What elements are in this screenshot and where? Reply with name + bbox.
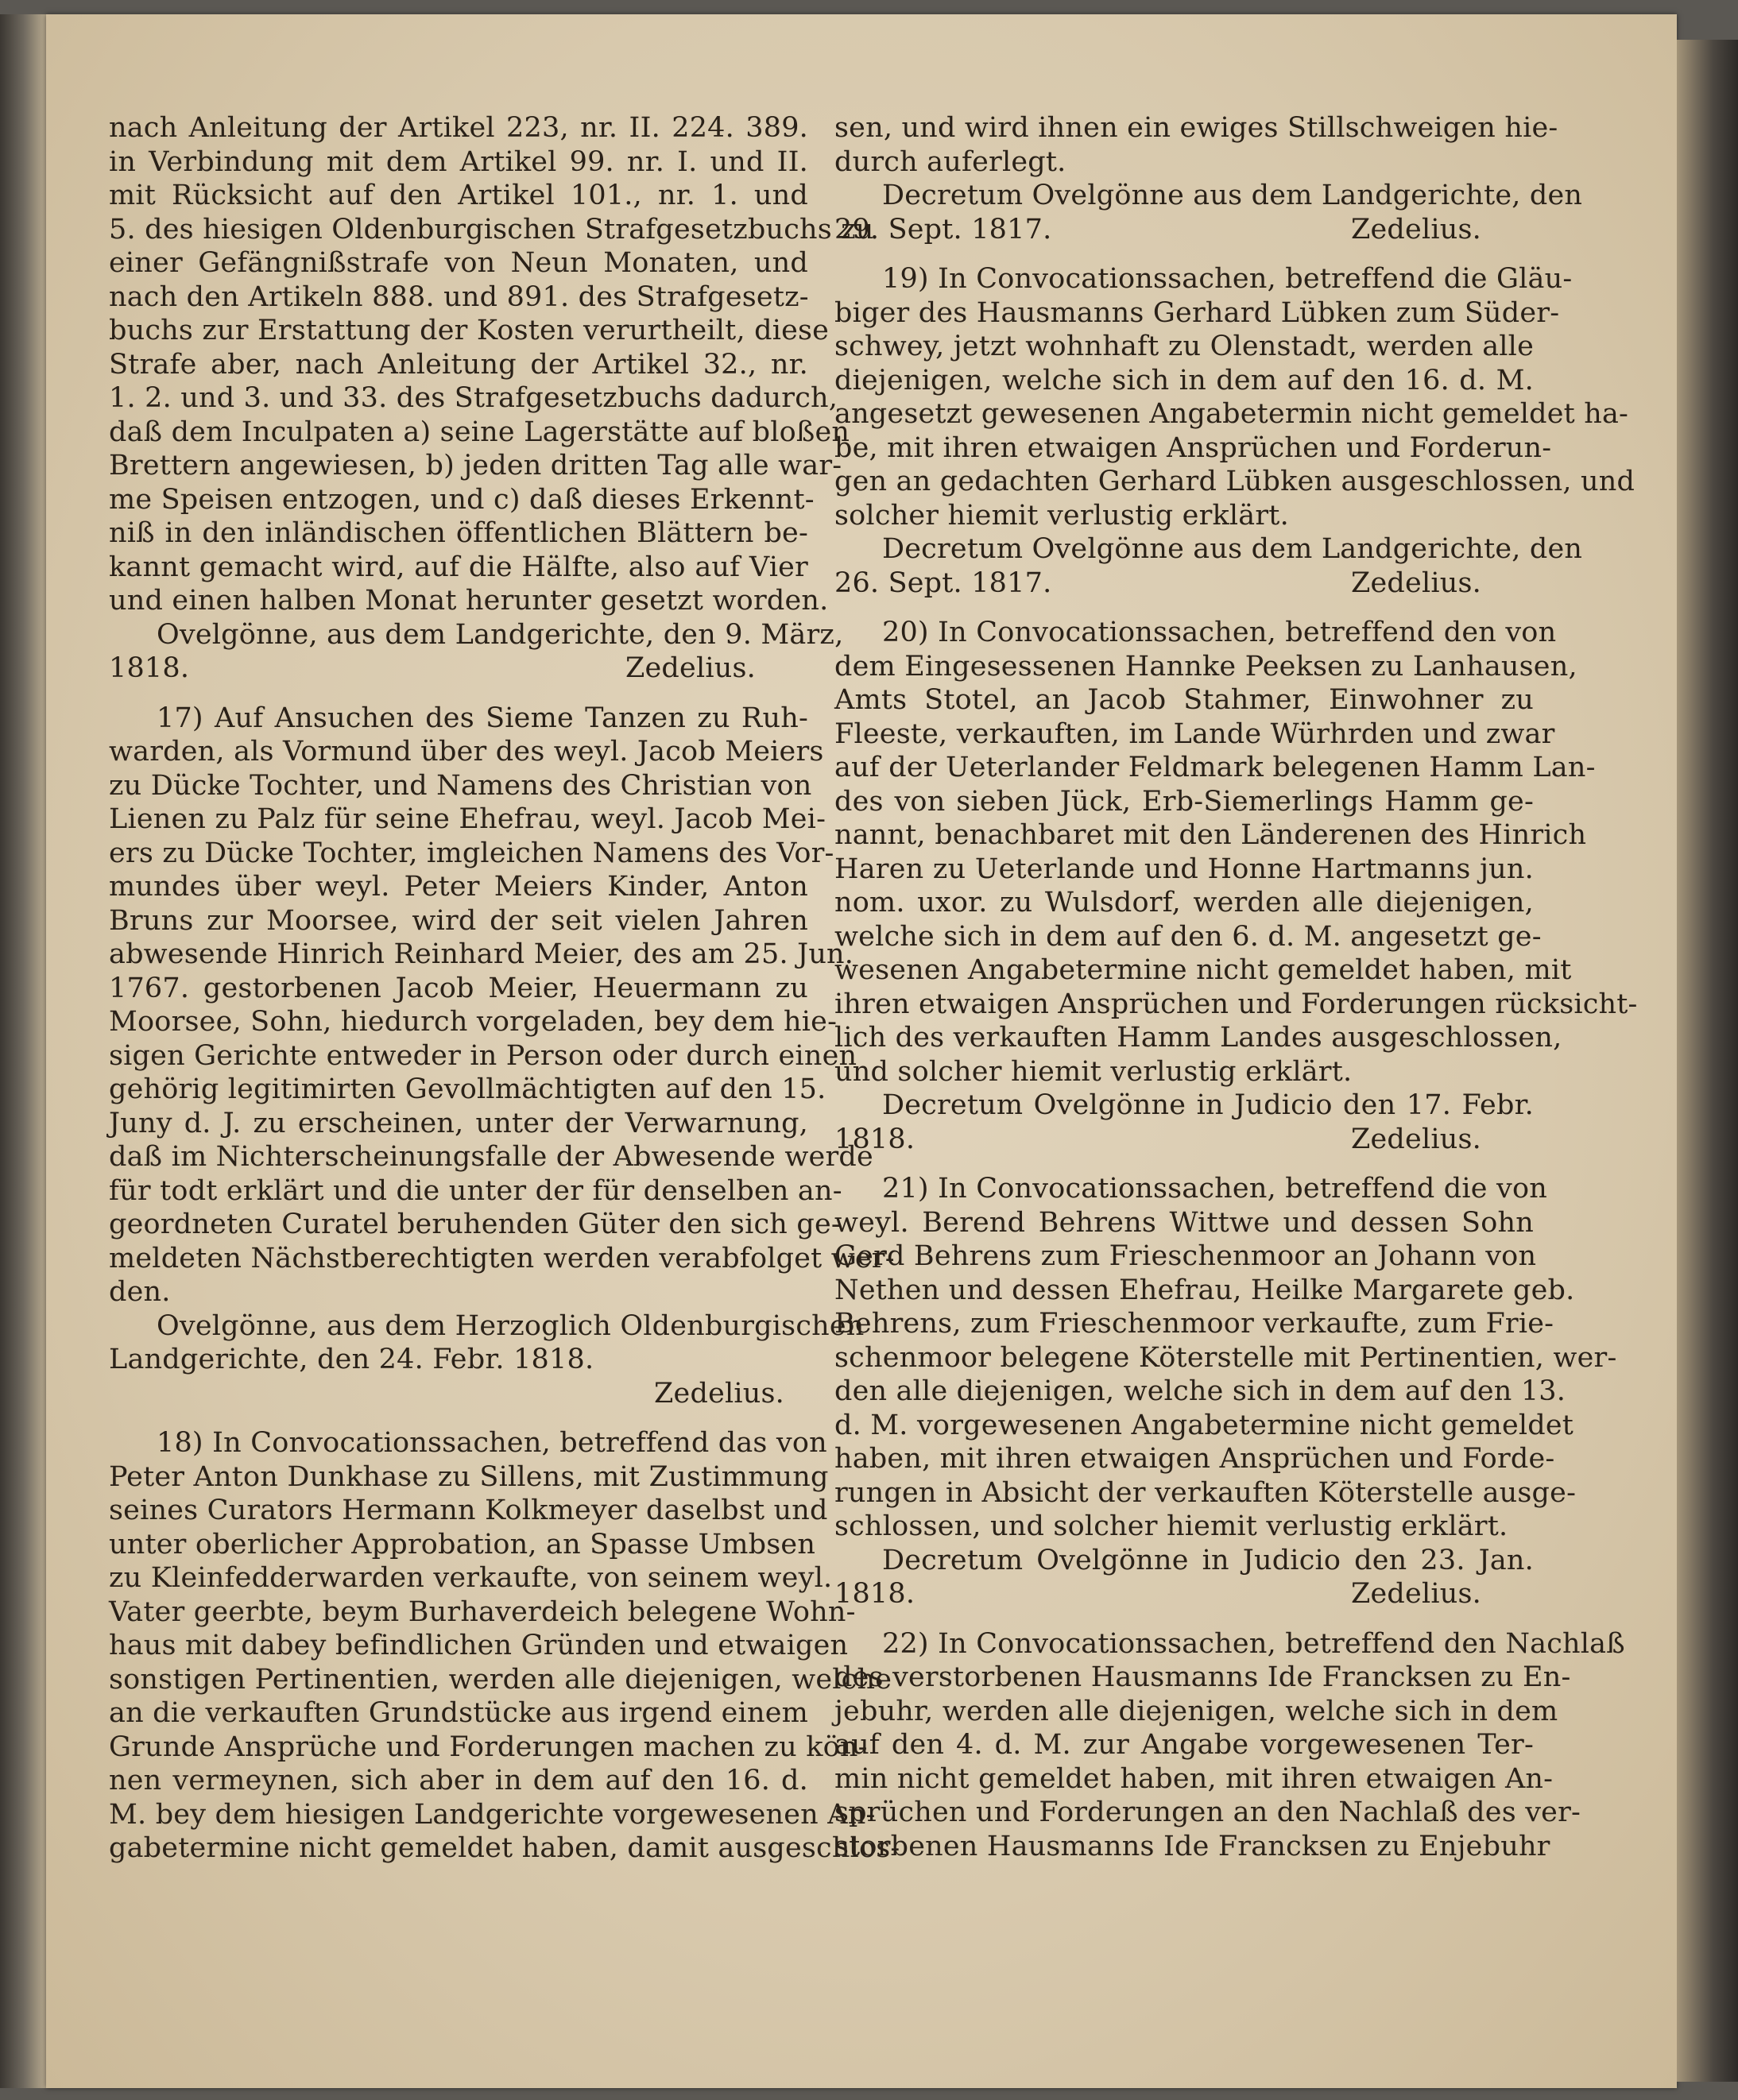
text-line: daß im Nichterscheinungsfalle der Abwesende werde — [109, 1141, 873, 1173]
text-line: nen vermeynen, sich aber in dem auf den 16. d. — [109, 1765, 808, 1796]
text-line: nom. uxor. zu Wulsdorf, werden alle diejenigen, — [834, 887, 1534, 919]
text-line: solcher hiemit verlustig erklärt. — [834, 499, 1289, 532]
text-line: haben, mit ihren etwaigen Ansprüchen und Forde- — [834, 1443, 1555, 1475]
text-line: biger des Hausmanns Gerhard Lübken zum Süder- — [834, 296, 1560, 329]
text-line: Nethen und dessen Ehefrau, Heilke Margarete geb. — [834, 1274, 1575, 1306]
text-line: seines Curators Hermann Kolkmeyer daselbst und — [109, 1495, 828, 1526]
date-text: 1818. — [834, 1578, 915, 1610]
text-line: abwesende Hinrich Reinhard Meier, des am 25. Jun. — [109, 938, 854, 970]
text-line: be, mit ihren etwaigen Ansprüchen und Forderun- — [834, 431, 1552, 464]
text-line: me Speisen entzogen, und c) daß dieses Erkennt- — [109, 483, 815, 516]
text-line: 1767. gestorbenen Jacob Meier, Heuermann zu — [109, 972, 808, 1004]
text-line: Vater geerbte, beym Burhaverdeich belegene Wohn- — [109, 1595, 856, 1628]
text-line: Behrens, zum Frieschenmoor verkaufte, zum Frie- — [834, 1308, 1554, 1340]
place-date-line: Landgerichte, den 24. Febr. 1818. — [109, 1344, 594, 1375]
text-line: gen an gedachten Gerhard Lübken ausgeschlossen, und — [834, 466, 1635, 497]
text-line: des verstorbenen Hausmanns Ide Francksen zu En- — [834, 1661, 1571, 1693]
text-line: zu Dücke Tochter, und Namens des Christian von — [109, 769, 812, 802]
text-line: Haren zu Ueterlande und Honne Hartmanns jun. — [834, 853, 1534, 885]
date-text: 26. Sept. 1817. — [834, 567, 1052, 599]
left-column — [109, 111, 900, 2050]
date-sign-row — [834, 1577, 1534, 1611]
text-line: diejenigen, welche sich in dem auf den 16. d. M. — [834, 364, 1534, 396]
text-line: Strafe aber, nach Anleitung der Artikel 32., nr. — [109, 348, 808, 381]
text-line: storbenen Hausmanns Ide Francksen zu Enjebuhr — [834, 1830, 1550, 1862]
text-line: wesenen Angabetermine nicht gemeldet haben, mit — [834, 954, 1572, 986]
signature-zedelius: Zedelius. — [1351, 567, 1481, 599]
text-line: nannt, benachbaret mit den Länderenen des Hinrich — [834, 819, 1587, 851]
text-line: Juny d. J. zu erscheinen, unter der Verwarnung, — [109, 1107, 808, 1139]
signature-zedelius: Zedelius. — [1351, 213, 1481, 246]
notice-19 — [834, 262, 1635, 600]
text-line: d. M. vorgewesenen Angabetermine nicht gemeldet — [834, 1409, 1574, 1441]
text-line: den alle diejenigen, welche sich in dem auf den 13. — [834, 1375, 1566, 1407]
date-text: 1818. — [109, 652, 190, 684]
book-gutter-left — [0, 14, 46, 2088]
text-line: 17) Auf Ansuchen des Sieme Tanzen zu Ruh- — [157, 702, 808, 734]
text-line: Brettern angewiesen, b) jeden dritten Tag alle war- — [109, 450, 842, 481]
text-line: M. bey dem hiesigen Landgerichte vorgewesenen An- — [109, 1798, 876, 1831]
date-text: 1818. — [834, 1123, 915, 1155]
text-line: gehörig legitimirten Gevollmächtigten auf den 15. — [109, 1073, 826, 1105]
decree-line: Decretum Ovelgönne aus dem Landgerichte, den — [882, 180, 1583, 211]
text-line: und solcher hiemit verlustig erklärt. — [834, 1055, 1353, 1088]
book-edge-right — [1677, 40, 1738, 2082]
text-line: den. — [109, 1276, 171, 1308]
text-line: jebuhr, werden alle diejenigen, welche sich in dem — [834, 1695, 1558, 1727]
text-line: warden, als Vormund über des weyl. Jacob Meiers — [109, 736, 824, 768]
text-line: Gerd Behrens zum Frieschenmoor an Johann von — [834, 1240, 1537, 1272]
paragraph-sentence-end — [109, 111, 874, 686]
text-line: min nicht gemeldet haben, mit ihren etwaigen An- — [834, 1762, 1554, 1795]
text-line: nach Anleitung der Artikel 223, nr. II. 224. 389. — [109, 112, 808, 144]
signature-zedelius: Zedelius. — [1351, 1578, 1481, 1610]
text-line: weyl. Berend Behrens Wittwe und dessen Sohn — [834, 1206, 1534, 1239]
text-line: einer Gefängnißstrafe von Neun Monaten, und — [109, 247, 808, 279]
text-line: mit Rücksicht auf den Artikel 101., nr. 1. und — [109, 180, 808, 211]
text-line: und einen halben Monat herunter gesetzt worden. — [109, 585, 829, 617]
text-line: auf den 4. d. M. zur Angabe vorgewesenen Ter- — [834, 1729, 1534, 1761]
text-line: Fleeste, verkauften, im Lande Würhrden und zwar — [834, 717, 1555, 750]
text-line: meldeten Nächstberechtigten werden verabfolget wer- — [109, 1242, 895, 1274]
text-line: schenmoor belegene Köterstelle mit Pertinentien, wer- — [834, 1341, 1617, 1374]
decree-line: Decretum Ovelgönne in Judicio den 17. Febr. — [882, 1089, 1534, 1121]
text-line: Moorsee, Sohn, hiedurch vorgeladen, bey dem hie- — [109, 1006, 838, 1038]
text-line: ihren etwaigen Ansprüchen und Forderungen rücksicht- — [834, 988, 1638, 1020]
text-line: dem Eingesessenen Hannke Peeksen zu Lanhausen, — [834, 650, 1577, 683]
notice-22 — [834, 1627, 1625, 1864]
text-line: in Verbindung mit dem Artikel 99. nr. I. und II. — [109, 145, 808, 178]
decree-line: Decretum Ovelgönne in Judicio den 23. Jan. — [882, 1544, 1534, 1576]
text-line: unter oberlicher Approbation, an Spasse Umbsen — [109, 1528, 816, 1560]
text-line: des von sieben Jück, Erb-Siemerlings Hamm ge- — [834, 785, 1534, 818]
signature-zedelius: Zedelius. — [1351, 1123, 1481, 1155]
text-line: 20) In Convocationssachen, betreffend den von — [882, 617, 1557, 648]
date-sign-row — [834, 1123, 1534, 1157]
place-date-line: Ovelgönne, aus dem Herzoglich Oldenburgischen — [157, 1309, 865, 1342]
text-line: an die verkauften Grundstücke aus irgend einem — [109, 1697, 808, 1729]
text-line: niß in den inländischen öffentlichen Blättern be- — [109, 517, 808, 549]
notice-20 — [834, 616, 1638, 1156]
text-line: zu Kleinfedderwarden verkaufte, von seinem weyl. — [109, 1562, 833, 1594]
text-line: 1. 2. und 3. und 33. des Strafgesetzbuchs dadurch, — [109, 382, 838, 414]
text-line: daß dem Inculpaten a) seine Lagerstätte auf bloßen — [109, 416, 850, 448]
text-line: 22) In Convocationssachen, betreffend den Nachlaß — [882, 1627, 1625, 1660]
date-sign-row — [834, 213, 1534, 247]
text-line: nach den Artikeln 888. und 891. des Strafgesetz- — [109, 280, 809, 313]
notice-17 — [109, 702, 895, 1411]
text-line: haus mit dabey befindlichen Gründen und etwaigen — [109, 1630, 849, 1661]
text-line: Grunde Ansprüche und Forderungen machen zu kön- — [109, 1731, 868, 1763]
text-line: durch auferlegt. — [834, 145, 1066, 178]
text-line: 19) In Convocationssachen, betreffend die Gläu- — [882, 263, 1573, 295]
text-line: 18) In Convocationssachen, betreffend das von — [157, 1427, 827, 1459]
signature-zedelius: Zedelius. — [625, 652, 756, 684]
text-line: kannt gemacht wird, auf die Hälfte, also auf Vier — [109, 551, 808, 583]
text-line: Bruns zur Moorsee, wird der seit vielen Jahren — [109, 904, 808, 937]
text-line: auf der Ueterlander Feldmark belegenen Hamm Lan- — [834, 752, 1596, 783]
text-line: rungen in Absicht der verkauften Köterstelle ausge- — [834, 1476, 1577, 1509]
text-line: für todt erklärt und die unter der für denselben an- — [109, 1174, 842, 1207]
text-line: sprüchen und Forderungen an den Nachlaß des ver- — [834, 1796, 1581, 1828]
signature-zedelius: Zedelius. — [654, 1377, 784, 1410]
text-line: sen, und wird ihnen ein ewiges Stillschweigen hie- — [834, 112, 1558, 144]
text-line: ers zu Dücke Tochter, imgleichen Namens des Vor- — [109, 837, 834, 869]
text-line: angesetzt gewesenen Angabetermin nicht gemeldet ha- — [834, 398, 1629, 430]
text-line: sonstigen Pertinentien, werden alle diejenigen, welche — [109, 1663, 892, 1696]
place-date-line: Ovelgönne, aus dem Landgerichte, den 9. März, — [157, 618, 844, 651]
right-column — [834, 111, 1638, 2050]
text-line: schwey, jetzt wohnhaft zu Olenstadt, werden alle — [834, 331, 1534, 362]
text-line: welche sich in dem auf den 6. d. M. angesetzt ge- — [834, 920, 1542, 953]
text-line: buchs zur Erstattung der Kosten verurtheilt, diese — [109, 315, 830, 346]
date-text: 29. Sept. 1817. — [834, 213, 1052, 246]
date-sign-row — [109, 652, 808, 686]
text-line: 5. des hiesigen Oldenburgischen Strafgesetzbuchs zu — [109, 213, 874, 246]
text-line: sigen Gerichte entweder in Person oder durch einen — [109, 1039, 857, 1072]
text-line: lich des verkauften Hamm Landes ausgeschlossen, — [834, 1022, 1562, 1054]
text-line: mundes über weyl. Peter Meiers Kinder, Anton — [109, 871, 808, 903]
text-line: gabetermine nicht gemeldet haben, damit ausgeschlos- — [109, 1832, 900, 1864]
text-line: Lienen zu Palz für seine Ehefrau, weyl. Jacob Mei- — [109, 803, 826, 835]
decree-line: Decretum Ovelgönne aus dem Landgerichte, den — [882, 533, 1583, 565]
text-line: Amts Stotel, an Jacob Stahmer, Einwohner zu — [834, 684, 1534, 716]
text-line: schlossen, und solcher hiemit verlustig erklärt. — [834, 1510, 1508, 1542]
notice-21 — [834, 1172, 1617, 1611]
text-line: geordneten Curatel beruhenden Güter den sich ge- — [109, 1209, 841, 1240]
date-sign-row — [834, 567, 1534, 601]
text-line: 21) In Convocationssachen, betreffend die von — [882, 1173, 1547, 1205]
notice-18-continued — [834, 111, 1583, 246]
text-line: Peter Anton Dunkhase zu Sillens, mit Zustimmung — [109, 1460, 829, 1493]
